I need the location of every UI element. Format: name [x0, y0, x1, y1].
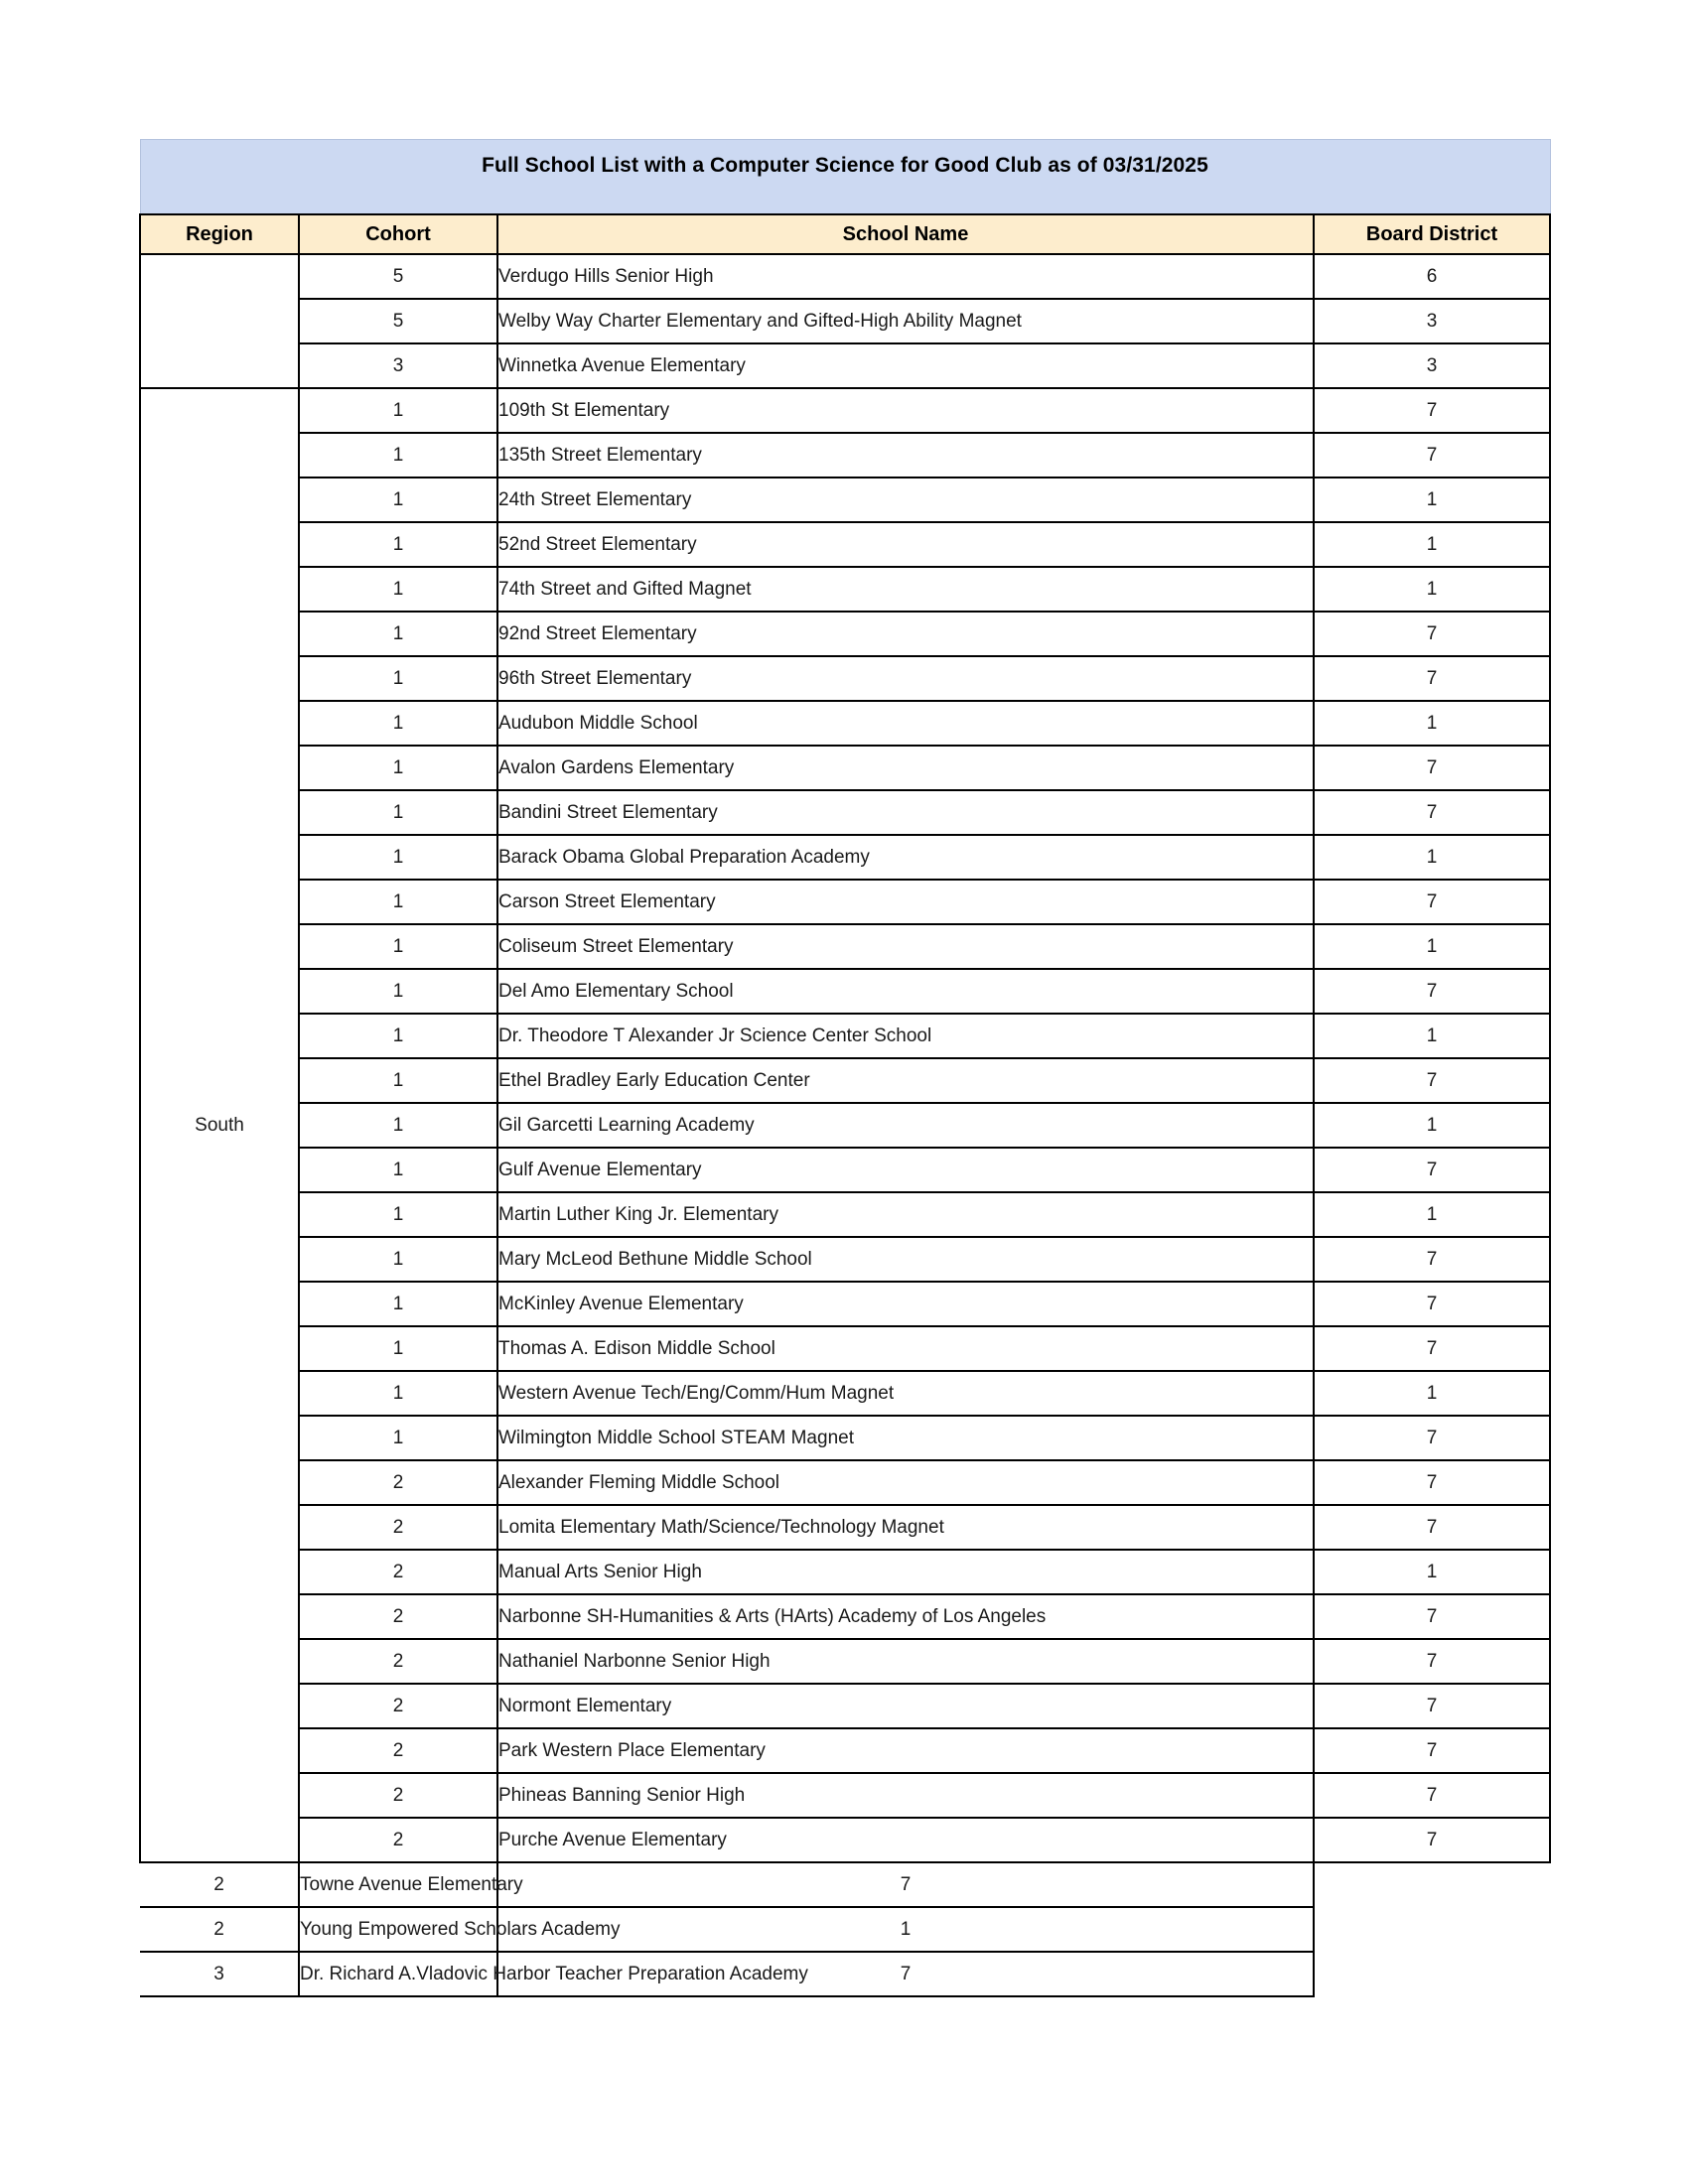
cell-board-district: 7 [1314, 1148, 1550, 1192]
cell-school-name: Coliseum Street Elementary [497, 924, 1314, 969]
cell-board-district: 7 [1314, 746, 1550, 790]
cell-school-name: Carson Street Elementary [497, 880, 1314, 924]
table-row [140, 612, 1550, 656]
cell-cohort: 1 [299, 835, 497, 880]
school-list-table [139, 139, 1551, 1997]
cell-board-district: 1 [1314, 478, 1550, 522]
table-row [140, 1058, 1550, 1103]
cell-cohort: 1 [299, 522, 497, 567]
cell-cohort: 1 [299, 433, 497, 478]
cell-school-name: Avalon Gardens Elementary [497, 746, 1314, 790]
cell-school-name: Barack Obama Global Preparation Academy [497, 835, 1314, 880]
cell-cohort: 2 [299, 1684, 497, 1728]
cell-cohort: 2 [299, 1773, 497, 1818]
cell-school-name: Dr. Richard A.Vladovic Harbor Teacher Preparation Academy [299, 1952, 497, 1996]
cell-board-district: 1 [1314, 1371, 1550, 1416]
cell-cohort: 2 [299, 1505, 497, 1550]
table-row [140, 1237, 1550, 1282]
column-header-school-name: School Name [497, 214, 1314, 254]
table-row [140, 746, 1550, 790]
table-row [140, 478, 1550, 522]
cell-cohort: 1 [299, 1192, 497, 1237]
cell-board-district: 7 [1314, 1326, 1550, 1371]
cell-board-district: 7 [1314, 388, 1550, 433]
cell-board-district: 1 [497, 1907, 1314, 1952]
cell-school-name: Audubon Middle School [497, 701, 1314, 746]
page-title: Full School List with a Computer Science for Good Club as of 03/31/2025 [482, 154, 1208, 177]
table-row [140, 254, 1550, 299]
table-row [140, 1818, 1550, 1862]
cell-cohort: 2 [299, 1728, 497, 1773]
cell-board-district: 3 [1314, 343, 1550, 388]
cell-board-district: 7 [1314, 790, 1550, 835]
cell-cohort: 2 [299, 1460, 497, 1505]
table-row [140, 701, 1550, 746]
cell-board-district: 1 [1314, 567, 1550, 612]
cell-school-name: Western Avenue Tech/Eng/Comm/Hum Magnet [497, 1371, 1314, 1416]
cell-board-district: 1 [1314, 1192, 1550, 1237]
cell-cohort: 2 [140, 1907, 299, 1952]
cell-cohort: 1 [299, 478, 497, 522]
cell-school-name: Mary McLeod Bethune Middle School [497, 1237, 1314, 1282]
table-row [140, 1907, 1550, 1952]
table-row [140, 656, 1550, 701]
cell-school-name: 92nd Street Elementary [497, 612, 1314, 656]
table-row [140, 1148, 1550, 1192]
table-title-cell [140, 140, 1550, 215]
cell-school-name: Wilmington Middle School STEAM Magnet [497, 1416, 1314, 1460]
cell-board-district: 7 [1314, 1416, 1550, 1460]
cell-school-name: Nathaniel Narbonne Senior High [497, 1639, 1314, 1684]
cell-cohort: 1 [299, 656, 497, 701]
column-header-region: Region [140, 214, 299, 254]
cell-cohort: 1 [299, 790, 497, 835]
cell-board-district: 1 [1314, 835, 1550, 880]
cell-cohort: 1 [299, 388, 497, 433]
table-row [140, 433, 1550, 478]
cell-board-district: 7 [1314, 1460, 1550, 1505]
cell-school-name: Narbonne SH-Humanities & Arts (HArts) Academy of Los Angeles [497, 1594, 1314, 1639]
table-row [140, 880, 1550, 924]
cell-school-name: Thomas A. Edison Middle School [497, 1326, 1314, 1371]
cell-board-district: 7 [1314, 1773, 1550, 1818]
cell-school-name: Lomita Elementary Math/Science/Technology Magnet [497, 1505, 1314, 1550]
cell-cohort: 1 [299, 924, 497, 969]
column-header-board-district: Board District [1314, 214, 1550, 254]
cell-board-district: 7 [497, 1952, 1314, 1996]
cell-cohort: 1 [299, 1058, 497, 1103]
table-title-row [140, 140, 1550, 215]
cell-cohort: 1 [299, 1237, 497, 1282]
cell-cohort: 1 [299, 701, 497, 746]
cell-board-district: 1 [1314, 701, 1550, 746]
table-row [140, 1550, 1550, 1594]
table-row [140, 1103, 1550, 1148]
cell-school-name: 135th Street Elementary [497, 433, 1314, 478]
table-header-row [140, 214, 1550, 254]
cell-board-district: 7 [1314, 1728, 1550, 1773]
school-list-table-container [139, 139, 1549, 1997]
cell-board-district: 7 [1314, 1594, 1550, 1639]
cell-school-name: Verdugo Hills Senior High [497, 254, 1314, 299]
cell-school-name: Young Empowered Scholars Academy [299, 1907, 497, 1952]
table-row [140, 1773, 1550, 1818]
cell-region [140, 254, 299, 388]
table-row [140, 1639, 1550, 1684]
cell-school-name: Welby Way Charter Elementary and Gifted-High Ability Magnet [497, 299, 1314, 343]
cell-cohort: 1 [299, 1371, 497, 1416]
cell-school-name: Phineas Banning Senior High [497, 1773, 1314, 1818]
table-row [140, 1014, 1550, 1058]
table-row [140, 1862, 1550, 1907]
table-row [140, 1416, 1550, 1460]
column-header-cohort: Cohort [299, 214, 497, 254]
cell-board-district: 1 [1314, 924, 1550, 969]
table-row [140, 924, 1550, 969]
table-row [140, 790, 1550, 835]
cell-school-name: Martin Luther King Jr. Elementary [497, 1192, 1314, 1237]
cell-cohort: 1 [299, 969, 497, 1014]
cell-board-district: 7 [497, 1862, 1314, 1907]
cell-school-name: Normont Elementary [497, 1684, 1314, 1728]
table-row [140, 1460, 1550, 1505]
table-row [140, 299, 1550, 343]
table-row [140, 1505, 1550, 1550]
cell-board-district: 7 [1314, 1639, 1550, 1684]
table-row [140, 1728, 1550, 1773]
cell-cohort: 3 [140, 1952, 299, 1996]
cell-board-district: 7 [1314, 1058, 1550, 1103]
table-row [140, 1326, 1550, 1371]
cell-school-name: Del Amo Elementary School [497, 969, 1314, 1014]
cell-school-name: Bandini Street Elementary [497, 790, 1314, 835]
cell-school-name: 96th Street Elementary [497, 656, 1314, 701]
cell-school-name: 74th Street and Gifted Magnet [497, 567, 1314, 612]
table-row [140, 835, 1550, 880]
cell-school-name: Alexander Fleming Middle School [497, 1460, 1314, 1505]
table-row [140, 1952, 1550, 1996]
table-row [140, 1684, 1550, 1728]
table-row [140, 1192, 1550, 1237]
table-row [140, 388, 1550, 433]
cell-board-district: 7 [1314, 656, 1550, 701]
cell-region: South [140, 388, 299, 1862]
cell-school-name: Winnetka Avenue Elementary [497, 343, 1314, 388]
cell-board-district: 6 [1314, 254, 1550, 299]
cell-board-district: 7 [1314, 880, 1550, 924]
cell-cohort: 5 [299, 254, 497, 299]
cell-board-district: 1 [1314, 1103, 1550, 1148]
cell-cohort: 1 [299, 1014, 497, 1058]
cell-school-name: Park Western Place Elementary [497, 1728, 1314, 1773]
cell-school-name: Gil Garcetti Learning Academy [497, 1103, 1314, 1148]
cell-cohort: 1 [299, 746, 497, 790]
cell-cohort: 2 [140, 1862, 299, 1907]
cell-cohort: 1 [299, 1326, 497, 1371]
cell-cohort: 1 [299, 1416, 497, 1460]
cell-board-district: 7 [1314, 433, 1550, 478]
cell-school-name: Ethel Bradley Early Education Center [497, 1058, 1314, 1103]
cell-cohort: 2 [299, 1550, 497, 1594]
cell-school-name: 24th Street Elementary [497, 478, 1314, 522]
cell-cohort: 1 [299, 1148, 497, 1192]
cell-board-district: 7 [1314, 1684, 1550, 1728]
cell-school-name: McKinley Avenue Elementary [497, 1282, 1314, 1326]
cell-cohort: 2 [299, 1594, 497, 1639]
table-row [140, 343, 1550, 388]
cell-school-name: Dr. Theodore T Alexander Jr Science Center School [497, 1014, 1314, 1058]
table-row [140, 567, 1550, 612]
table-row [140, 1371, 1550, 1416]
cell-school-name: 52nd Street Elementary [497, 522, 1314, 567]
cell-cohort: 1 [299, 612, 497, 656]
table-row [140, 1594, 1550, 1639]
cell-cohort: 2 [299, 1818, 497, 1862]
table-row [140, 969, 1550, 1014]
cell-cohort: 1 [299, 880, 497, 924]
cell-board-district: 7 [1314, 1818, 1550, 1862]
cell-board-district: 7 [1314, 969, 1550, 1014]
cell-cohort: 1 [299, 1103, 497, 1148]
cell-school-name: Manual Arts Senior High [497, 1550, 1314, 1594]
cell-board-district: 1 [1314, 1014, 1550, 1058]
table-row [140, 522, 1550, 567]
cell-cohort: 1 [299, 567, 497, 612]
cell-cohort: 1 [299, 1282, 497, 1326]
cell-board-district: 1 [1314, 1550, 1550, 1594]
cell-cohort: 3 [299, 343, 497, 388]
cell-board-district: 3 [1314, 299, 1550, 343]
cell-school-name: 109th St Elementary [497, 388, 1314, 433]
cell-board-district: 7 [1314, 1505, 1550, 1550]
cell-board-district: 7 [1314, 612, 1550, 656]
cell-cohort: 5 [299, 299, 497, 343]
cell-school-name: Towne Avenue Elementary [299, 1862, 497, 1907]
cell-board-district: 7 [1314, 1237, 1550, 1282]
table-row [140, 1282, 1550, 1326]
cell-board-district: 1 [1314, 522, 1550, 567]
cell-board-district: 7 [1314, 1282, 1550, 1326]
cell-school-name: Gulf Avenue Elementary [497, 1148, 1314, 1192]
cell-school-name: Purche Avenue Elementary [497, 1818, 1314, 1862]
cell-cohort: 2 [299, 1639, 497, 1684]
